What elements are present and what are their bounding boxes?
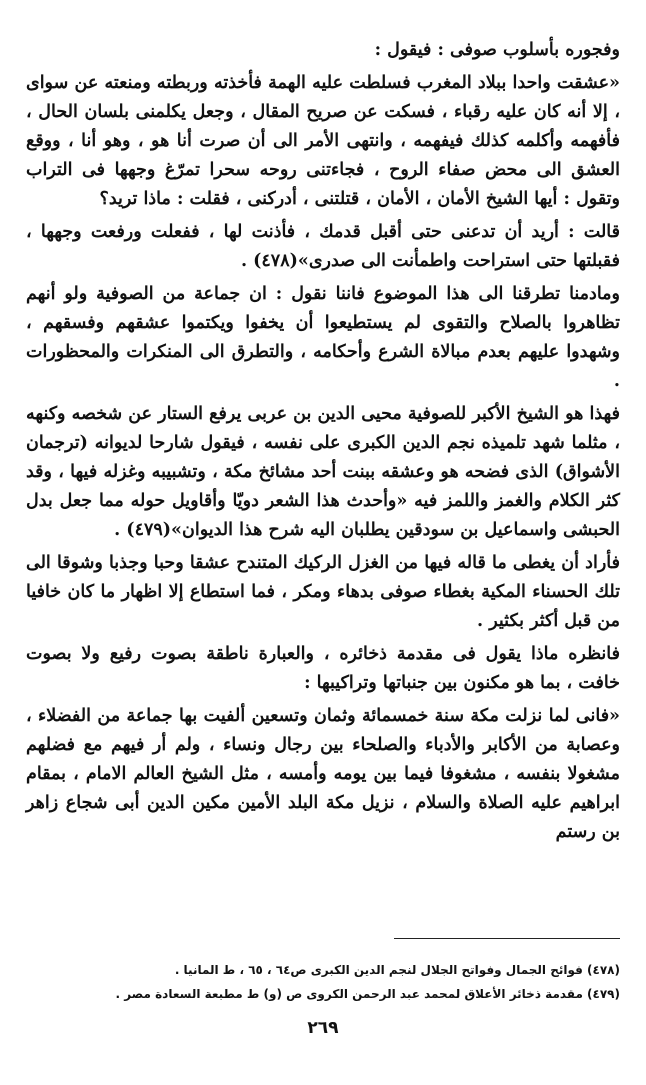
paragraph: ومادمنا تطرقنا الى هذا الموضوع فاننا نقول : ان جماعة من الصوفية ولو أنهم تظاهروا بالصلاح والتقوى لم يستطيعوا أن يخفوا ويكتموا عشقهم وفسقهم ، وشهدوا عليهم بعدم مبالاة الشرع وأحكامه ، والتطرق الى المنكرات والمحظورات . [26,284,620,391]
main-text [26,36,620,851]
page-number: ٢٦٩ [307,1018,339,1038]
footnote: (٤٧٩) مقدمة ذخائر الأعلاق لمحمد عبد الرحمن الكروى ص (و) ط مطبعة السعادة مصر . [115,987,620,1001]
paragraph: قالت : أريد أن تدعنى حتى أقبل قدمك ، فأذنت لها ، ففعلت ورفعت وجهها ، فقبلتها حتى استراحت واطمأنت الى صدرى»(٤٧٨) . [26,222,620,271]
paragraph: «عشقت واحدا ببلاد المغرب فسلطت عليه الهمة فأخذته وربطته ومنعته عن سواى ، إلا أنه كان عليه رقباء ، فسكت عن صريح المقال ، وجعل يكلمنى بلسان الحال ، فأفهمه وأكلمه كذلك فيفهمه ، وانتهى الأمر الى أن صرت أنا هو ، وهو أنا ، ووقع العشق الى محض صفاء الروح ، فجاءتنى روحه سحرا تمرّغ وجهها فى التراب وتقول : أيها الشيخ الأمان ، الأمان ، قتلتنى ، أدركنى ، فقلت : ماذا تريد؟ [26,73,620,209]
footnote: (٤٧٨) فوائح الجمال وفواتح الجلال لنجم الدين الكبرى ص٦٤ ، ٦٥ ، ط المانيا . [174,963,620,977]
paragraph: «فانى لما نزلت مكة سنة خمسمائة وثمان وتسعين ألفيت بها جماعة من الفضلاء ، وعصابة من الأكابر والأدباء والصلحاء بين رجال ونساء ، ولم أر فيهم مع فضلهم مشغولا بنفسه ، مشغوفا فيما بين يومه وأمسه ، مثل الشيخ العالم الامام ، بمقام ابراهيم عليه الصلاة والسلام ، نزيل مكة البلد الأمين مكين الدين أبى شجاع زاهر بن رستم [26,706,620,842]
paragraph: وفجوره بأسلوب صوفى : فيقول : [374,40,620,60]
paragraph: فهذا هو الشيخ الأكبر للصوفية محيى الدين بن عربى يرفع الستار عن شخصه وكنهه ، مثلما شهد تلميذه نجم الدين الكبرى على نفسه ، فيقول شارحا لديوانه (ترجمان الأشواق) الذى فضحه هو وعشقه ببنت أحد مشائخ مكة ، وتشبيبه وغزله فيها ، وقد كثر الكلام والغمز واللمز فيه «وأحدث هذا الشعر دويّا وأقاويل حوله مما جعل بدل الحبشى واسماعيل بن سودقين يطلبان اليه شرح هذا الديوان»(٤٧٩) . [26,404,620,540]
footnotes [26,958,620,1006]
paragraph: فانظره ماذا يقول فى مقدمة ذخائره ، والعبارة ناطقة بصوت رفيع ولا بصوت خافت ، بما هو مكنون بين جنباتها وتراكيبها : [26,644,620,693]
footnote-divider [394,938,620,939]
paragraph: فأراد أن يغطى ما قاله فيها من الغزل الركيك المتندح عشقا وحبا وجذبا وشوقا الى تلك الحسناء المكية بغطاء صوفى بدهاء ومكر ، فما استطاع إلا اظهار ما كان خافيا من قبل أكثر بكثير . [26,553,620,631]
